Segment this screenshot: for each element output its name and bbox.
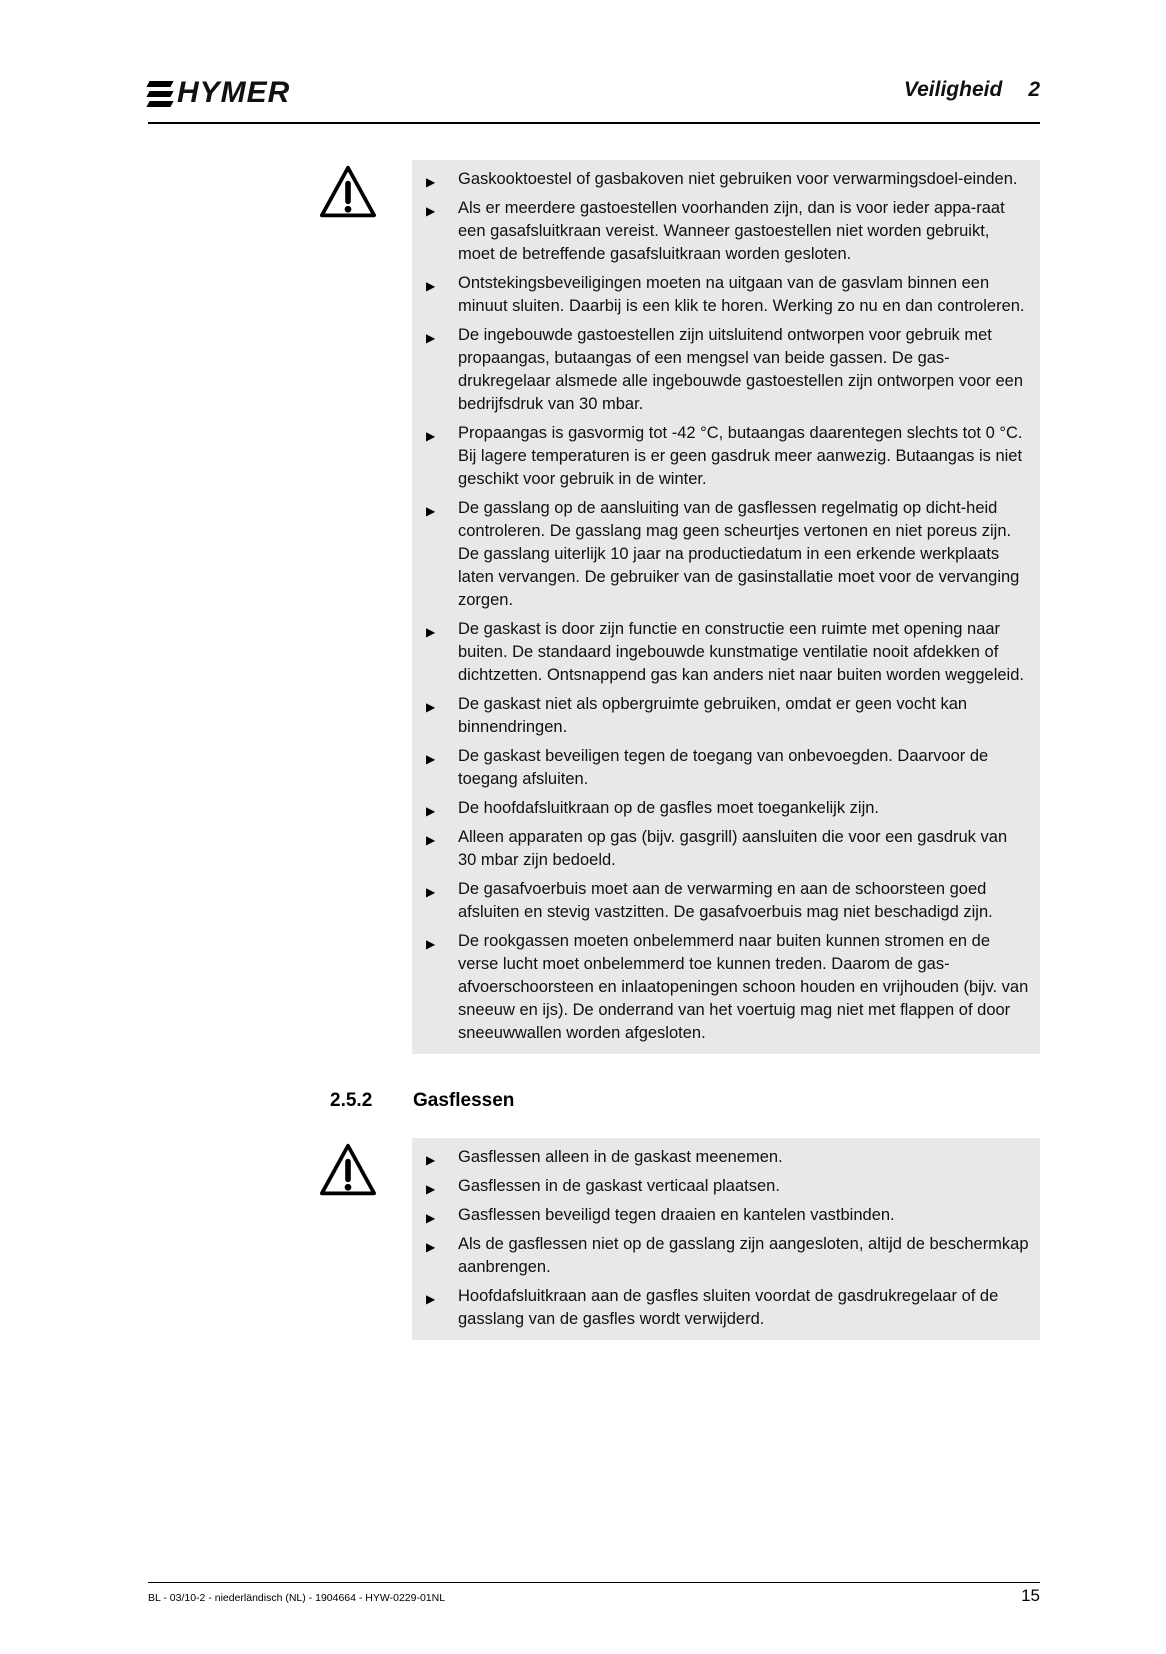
bullet-text: De hoofdafsluitkraan op de gasfles moet toegankelijk zijn.: [458, 799, 879, 817]
bullet-text: De rookgassen moeten onbelemmerd naar buiten kunnen stromen en de verse lucht moet onbelemmerd toe kunnen treden. Daarom de gas-afvoerschoorsteen en inlaatopeningen schoon houden en vrijhouden (bijv. van sneeuw en ijs). De onderrand van het voertuig mag niet met flappen of door sneeuwwallen worden afgesloten.: [458, 932, 1029, 1042]
bullet-text: Ontstekingsbeveiligingen moeten na uitgaan van de gasvlam binnen een minuut sluiten. Daarbij is een klik te horen. Werking zo nu en dan controleren.: [458, 274, 1025, 315]
bullet-item: [424, 745, 1030, 791]
logo-text: HYMER: [177, 76, 291, 109]
bullet-text: De ingebouwde gastoestellen zijn uitsluitend ontworpen voor gebruik met propaangas, butaangas of een mengsel van beide gassen. De gas-drukregelaar alsmede alle ingebouwde gastoestellen zijn ontworpen voor een bedrijfsdruk van 30 mbar.: [458, 326, 1024, 413]
logo-bars-icon: [148, 79, 172, 107]
bullet-arrow-icon: ▶: [426, 1292, 436, 1306]
bullet-arrow-icon: ▶: [426, 204, 436, 218]
bullet-text: De gaskast is door zijn functie en constructie een ruimte met opening naar buiten. De standaard ingebouwde kunstmatige ventilatie nooit afdekken of dichtzetten. Ontsnappend gas kan anders niet naar buiten worden weggeleid.: [458, 620, 1024, 684]
bullet-item: [424, 1285, 1030, 1331]
bullet-item: [424, 878, 1030, 924]
warning-icon-column: [148, 1138, 412, 1198]
bullet-arrow-icon: ▶: [426, 1182, 436, 1196]
bullet-item: [424, 930, 1030, 1045]
header-divider: [148, 122, 1040, 124]
chapter-header: [904, 78, 1040, 102]
warning-icon-column: [148, 160, 412, 220]
bullet-arrow-icon: ▶: [426, 1153, 436, 1167]
bullet-arrow-icon: ▶: [426, 1211, 436, 1225]
bullet-text: De gaskast niet als opbergruimte gebruiken, omdat er geen vocht kan binnendringen.: [458, 695, 968, 736]
bullet-arrow-icon: ▶: [426, 279, 436, 293]
bullet-item: [424, 168, 1030, 191]
bullet-text: Gaskooktoestel of gasbakoven niet gebruiken voor verwarmingsdoel-einden.: [458, 170, 1018, 188]
section-heading-gasflessen: [330, 1090, 1040, 1112]
section-title: Gasflessen: [413, 1090, 515, 1111]
bullet-item: [424, 1146, 1030, 1169]
safety-bullet-list: [424, 168, 1030, 1045]
bullet-arrow-icon: ▶: [426, 804, 436, 818]
safety-bullets-panel: [412, 160, 1040, 1054]
bullet-item: [424, 1204, 1030, 1227]
bullet-text: Gasflessen beveiligd tegen draaien en kantelen vastbinden.: [458, 1206, 895, 1224]
gasflessen-bullets-panel: [412, 1138, 1040, 1340]
bullet-item: [424, 422, 1030, 491]
bullet-item: [424, 826, 1030, 872]
bullet-text: De gaskast beveiligen tegen de toegang van onbevoegden. Daarvoor de toegang afsluiten.: [458, 747, 989, 788]
bullet-item: [424, 1233, 1030, 1279]
chapter-number: 2: [1028, 78, 1040, 101]
bullet-text: Als de gasflessen niet op de gasslang zijn aangesloten, altijd de beschermkap aanbrengen.: [458, 1235, 1029, 1276]
page-header: [148, 70, 1040, 118]
safety-warning-section: [148, 160, 1040, 1054]
bullet-arrow-icon: ▶: [426, 1240, 436, 1254]
gasflessen-warning-section: [148, 1138, 1040, 1340]
bullet-arrow-icon: ▶: [426, 331, 436, 345]
footer-document-code: BL - 03/10-2 - niederländisch (NL) - 1904664 - HYW-0229-01NL: [148, 1592, 446, 1604]
bullet-item: [424, 497, 1030, 612]
bullet-text: Als er meerdere gastoestellen voorhanden zijn, dan is voor ieder appa-raat een gasafsluitkraan vereist. Wanneer gastoestellen niet worden gebruikt, moet de betreffende gasafsluitkraan worden gesloten.: [458, 199, 1005, 263]
gasflessen-bullet-list: [424, 1146, 1030, 1331]
bullet-text: Gasflessen in de gaskast verticaal plaatsen.: [458, 1177, 780, 1195]
bullet-arrow-icon: ▶: [426, 504, 436, 518]
bullet-arrow-icon: ▶: [426, 429, 436, 443]
bullet-text: Gasflessen alleen in de gaskast meenemen.: [458, 1148, 783, 1166]
page-number: 15: [1021, 1586, 1040, 1605]
hymer-logo: [148, 76, 290, 110]
bullet-text: Hoofdafsluitkraan aan de gasfles sluiten voordat de gasdrukregelaar of de gasslang van de gasfles wordt verwijderd.: [458, 1287, 999, 1328]
bullet-arrow-icon: ▶: [426, 833, 436, 847]
bullet-arrow-icon: ▶: [426, 625, 436, 639]
chapter-title: Veiligheid: [903, 78, 1003, 101]
bullet-item: [424, 324, 1030, 416]
warning-triangle-icon: [318, 1142, 378, 1198]
bullet-arrow-icon: ▶: [426, 752, 436, 766]
bullet-item: [424, 618, 1030, 687]
bullet-item: [424, 197, 1030, 266]
warning-triangle-icon: [318, 164, 378, 220]
bullet-item: [424, 693, 1030, 739]
bullet-item: [424, 272, 1030, 318]
page-content: [148, 160, 1040, 1340]
bullet-arrow-icon: ▶: [426, 885, 436, 899]
footer-divider: [148, 1582, 1040, 1583]
bullet-arrow-icon: ▶: [426, 175, 436, 189]
bullet-text: Propaangas is gasvormig tot -42 °C, butaangas daarentegen slechts tot 0 °C. Bij lagere temperaturen is er geen gasdruk meer aanwezig. Butaangas is niet geschikt voor gebruik in de winter.: [458, 424, 1023, 488]
bullet-text: De gasafvoerbuis moet aan de verwarming en aan de schoorsteen goed afsluiten en stevig vastzitten. De gasafvoerbuis mag niet beschadigd zijn.: [458, 880, 993, 921]
bullet-text: Alleen apparaten op gas (bijv. gasgrill) aansluiten die voor een gasdruk van 30 mbar zijn bedoeld.: [458, 828, 1008, 869]
bullet-text: De gasslang op de aansluiting van de gasflessen regelmatig op dicht-heid controleren. De gasslang mag geen scheurtjes vertonen en niet poreus zijn. De gasslang uiterlijk 10 jaar na productiedatum in een erkende werkplaats laten vervangen. De gebruiker van de gasinstallatie moet voor de vervanging zorgen.: [458, 499, 1020, 609]
bullet-arrow-icon: ▶: [426, 700, 436, 714]
bullet-item: [424, 797, 1030, 820]
bullet-arrow-icon: ▶: [426, 937, 436, 951]
section-number: 2.5.2: [330, 1090, 373, 1111]
bullet-item: [424, 1175, 1030, 1198]
